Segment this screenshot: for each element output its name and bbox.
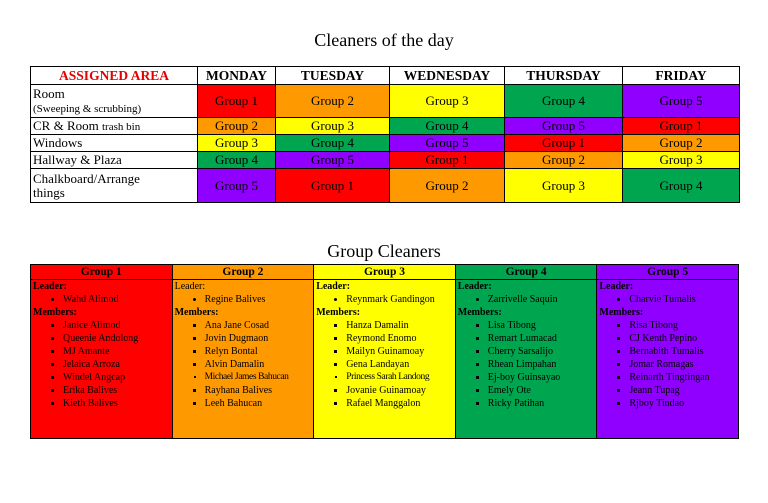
leader-label: Leader:: [457, 281, 492, 292]
member-name: ▪ Ej-boy Guinsayao: [488, 371, 597, 384]
area-name: Room: [33, 85, 65, 101]
area-name: CR & Room: [33, 117, 99, 133]
group-1-header: Group 1: [31, 265, 173, 280]
schedule-cell: Group 2: [390, 169, 505, 203]
area-name: Hallway & Plaza: [33, 152, 122, 167]
day-header-wednesday: WEDNESDAY: [390, 67, 505, 85]
leader-label: Leader:: [33, 281, 67, 292]
members-list: [599, 319, 738, 410]
schedule-row: [31, 152, 740, 169]
members-label: Members:: [316, 307, 361, 318]
schedule-cell: Group 3: [390, 85, 505, 118]
schedule-cell: Group 2: [198, 118, 276, 135]
leader-label: Leader:: [174, 281, 206, 292]
schedule-cell: Group 4: [505, 85, 623, 118]
member-name: ▪ Jovin Dugmaon: [205, 332, 314, 345]
schedule-row: [31, 135, 740, 152]
leader-name: • Wahd Alimod: [63, 293, 172, 306]
member-name: ▪ Windel Angcap: [63, 371, 172, 384]
schedule-row: [31, 169, 740, 203]
area-cell: [31, 85, 198, 118]
day-header-friday: FRIDAY: [623, 67, 740, 85]
group-3-roster: [314, 280, 456, 439]
leader-name: • Reynmark Gandingon: [346, 293, 455, 306]
area-note: trash bin: [102, 120, 141, 133]
schedule-cell: Group 3: [623, 152, 740, 169]
leader-name: • Charvie Tumalis: [629, 293, 738, 306]
schedule-cell: Group 3: [276, 118, 390, 135]
members-list: [316, 319, 455, 410]
member-name: ▪ Jelaica Arroza: [63, 358, 172, 371]
members-list: [458, 319, 597, 410]
day-header-monday: MONDAY: [198, 67, 276, 85]
leader-label: Leader:: [316, 281, 351, 292]
group-3-header: Group 3: [314, 265, 456, 280]
member-name: ▪ Rafael Manggalon: [346, 397, 455, 410]
member-name: ▪ Relyn Bontal: [205, 345, 314, 358]
group-4-roster: [455, 280, 597, 439]
leader-list: [33, 293, 172, 306]
member-name: ▪ Jeann Tupag: [629, 384, 738, 397]
member-name: ▪ Erika Balives: [63, 384, 172, 397]
leader-label: Leader:: [599, 281, 634, 292]
schedule-cell: Group 1: [276, 169, 390, 203]
group-2-header: Group 2: [172, 265, 314, 280]
schedule-cell: Group 1: [623, 118, 740, 135]
schedule-cell: Group 2: [623, 135, 740, 152]
schedule-cell: Group 5: [198, 169, 276, 203]
member-name: ▪ Princess Sarah Landong: [346, 371, 455, 384]
members-list: [175, 319, 314, 410]
member-name: ▪ Queenie Andolong: [63, 332, 172, 345]
groups-table: [30, 264, 739, 439]
area-name: Chalkboard/Arrange: [33, 170, 140, 186]
group-2-roster: [172, 280, 314, 439]
member-name: ▪ Hanza Damalin: [346, 319, 455, 332]
schedule-header-row: [31, 67, 740, 85]
members-list: [33, 319, 172, 410]
schedule-cell: Group 5: [390, 135, 505, 152]
area-note: things: [33, 184, 65, 200]
area-cell: [31, 135, 198, 152]
schedule-row: [31, 85, 740, 118]
area-cell: [31, 118, 198, 135]
area-name: Windows: [33, 135, 83, 150]
schedule-cell: Group 4: [623, 169, 740, 203]
area-cell: [31, 169, 198, 203]
member-name: ▪ MJ Amante: [63, 345, 172, 358]
assigned-area-header: ASSIGNED AREA: [31, 67, 198, 85]
member-name: ▪ Alvin Damalin: [205, 358, 314, 371]
schedule-cell: Group 5: [505, 118, 623, 135]
leader-name: • Zarrivelle Saquin: [488, 293, 597, 306]
area-note: (Sweeping & scrubbing): [33, 102, 142, 115]
member-name: ▪ Mailyn Guinamoay: [346, 345, 455, 358]
group-cleaners-title: Group Cleaners: [327, 241, 441, 261]
schedule-cell: Group 4: [276, 135, 390, 152]
member-name: ▪ Rhean Limpahan: [488, 358, 597, 371]
members-label: Members:: [174, 307, 219, 318]
schedule-cell: Group 2: [276, 85, 390, 118]
member-name: ▪ Rjboy Tindao: [629, 397, 738, 410]
schedule-table: [30, 66, 740, 203]
schedule-cell: Group 5: [623, 85, 740, 118]
member-name: ▪ Ricky Patihan: [488, 397, 597, 410]
day-header-thursday: THURSDAY: [505, 67, 623, 85]
leader-list: [175, 293, 314, 306]
schedule-cell: Group 2: [505, 152, 623, 169]
leader-name: • Regine Balives: [205, 293, 314, 306]
member-name: ▪ Michael James Bahucan: [205, 371, 314, 384]
member-name: ▪ Emely Ote: [488, 384, 597, 397]
leader-list: [316, 293, 455, 306]
schedule-title: Cleaners of the day: [314, 30, 454, 50]
leader-list: [599, 293, 738, 306]
member-name: ▪ Ana Jane Cosad: [205, 319, 314, 332]
group-5-header: Group 5: [597, 265, 739, 280]
groups-header-row: [31, 265, 739, 280]
area-cell: [31, 152, 198, 169]
schedule-cell: Group 1: [390, 152, 505, 169]
member-name: ▪ Lisa Tibong: [488, 319, 597, 332]
schedule-cell: Group 3: [505, 169, 623, 203]
schedule-cell: Group 5: [276, 152, 390, 169]
member-name: ▪ Jomar Romagas: [629, 358, 738, 371]
member-name: ▪ Rayhana Balives: [205, 384, 314, 397]
schedule-row: [31, 118, 740, 135]
member-name: ▪ Kieth Balives: [63, 397, 172, 410]
schedule-cell: Group 3: [198, 135, 276, 152]
member-name: ▪ Leeh Bahucan: [205, 397, 314, 410]
members-label: Members:: [33, 307, 77, 318]
day-header-tuesday: TUESDAY: [276, 67, 390, 85]
members-label: Members:: [457, 307, 502, 318]
member-name: ▪ Janice Alimod: [63, 319, 172, 332]
member-name: ▪ Risa Tibong: [629, 319, 738, 332]
member-name: ▪ Jovanie Guinamoay: [346, 384, 455, 397]
leader-list: [458, 293, 597, 306]
schedule-cell: Group 4: [198, 152, 276, 169]
schedule-cell: Group 1: [198, 85, 276, 118]
group-1-roster: [31, 280, 173, 439]
groups-body-row: [31, 280, 739, 439]
group-5-roster: [597, 280, 739, 439]
member-name: ▪ Reinarth Tingtingan: [629, 371, 738, 384]
members-label: Members:: [599, 307, 644, 318]
member-name: ▪ Remart Lumacad: [488, 332, 597, 345]
member-name: ▪ Gena Landayan: [346, 358, 455, 371]
member-name: ▪ Bernabith Tumalis: [629, 345, 738, 358]
member-name: ▪ Cherry Sarsalijo: [488, 345, 597, 358]
schedule-cell: Group 4: [390, 118, 505, 135]
group-4-header: Group 4: [455, 265, 597, 280]
schedule-cell: Group 1: [505, 135, 623, 152]
member-name: ▪ Reymond Enomo: [346, 332, 455, 345]
member-name: ▪ CJ Kenth Pepino: [629, 332, 738, 345]
